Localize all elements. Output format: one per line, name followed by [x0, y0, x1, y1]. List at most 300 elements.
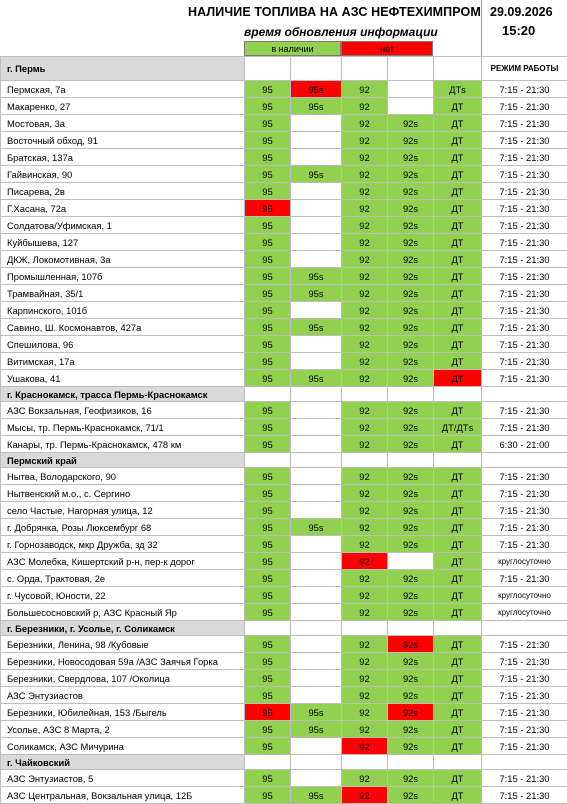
section-blank-cell [291, 387, 342, 402]
fuel-cell: ДТ [434, 166, 482, 183]
station-name: Березники, Свердлова, 107 /Околица [1, 670, 245, 687]
working-hours: 7:15 - 21:30 [482, 536, 567, 553]
fuel-cell: 95s [291, 519, 342, 536]
working-hours: круглосуточно [482, 587, 567, 604]
fuel-cell: 92 [342, 738, 388, 755]
fuel-cell: 95 [245, 653, 291, 670]
station-name: Макаренко, 27 [1, 98, 245, 115]
fuel-cell: 92s [388, 251, 434, 268]
station-name: Березники, Юбилейная, 153 /Быгель [1, 704, 245, 721]
section-blank-cell [434, 621, 482, 636]
fuel-cell: ДТ [434, 234, 482, 251]
fuel-cell: 92 [342, 687, 388, 704]
fuel-cell: 92s [388, 353, 434, 370]
fuel-cell: 95 [245, 468, 291, 485]
fuel-cell: 92s [388, 285, 434, 302]
station-row [1, 132, 567, 149]
fuel-cell: 92s [388, 604, 434, 621]
fuel-cell: 95 [245, 336, 291, 353]
fuel-cell [291, 251, 342, 268]
fuel-cell: ДТ [434, 98, 482, 115]
working-hours: 7:15 - 21:30 [482, 268, 567, 285]
hours-header [482, 453, 567, 468]
section-blank-cell [245, 621, 291, 636]
fuel-cell: 95 [245, 402, 291, 419]
fuel-cell: 92 [342, 132, 388, 149]
fuel-cell [291, 687, 342, 704]
station-name: АЗС Молебка, Кишертский р-н, пер-к дорог [1, 553, 245, 570]
fuel-cell: 95s [291, 98, 342, 115]
fuel-cell: ДТ [434, 485, 482, 502]
fuel-cell [291, 570, 342, 587]
fuel-cell: 92s [388, 738, 434, 755]
fuel-cell: 92 [342, 319, 388, 336]
fuel-cell: ДТ [434, 653, 482, 670]
fuel-cell: ДТ [434, 285, 482, 302]
fuel-cell: ДТ [434, 336, 482, 353]
fuel-cell [291, 132, 342, 149]
station-row [1, 353, 567, 370]
fuel-cell: 95 [245, 251, 291, 268]
fuel-cell: 95s [291, 370, 342, 387]
station-name: Нытвенский м.о., с. Сергино [1, 485, 245, 502]
station-name: Усолье, АЗС 8 Марта, 2 [1, 721, 245, 738]
working-hours: 7:15 - 21:30 [482, 166, 567, 183]
working-hours: 7:15 - 21:30 [482, 402, 567, 419]
fuel-cell [388, 553, 434, 570]
working-hours: 7:15 - 21:30 [482, 687, 567, 704]
fuel-cell: 92s [388, 268, 434, 285]
fuel-cell: 95 [245, 436, 291, 453]
station-name: Мысы, тр. Пермь-Краснокамск, 71/1 [1, 419, 245, 436]
fuel-cell: ДТ [434, 353, 482, 370]
station-row [1, 81, 567, 98]
fuel-cell [291, 553, 342, 570]
fuel-cell: 92 [342, 636, 388, 653]
fuel-cell [291, 770, 342, 787]
fuel-cell: 92s [388, 436, 434, 453]
station-name: Восточный обход, 91 [1, 132, 245, 149]
station-name: АЗС Вокзальная, Геофизиков, 16 [1, 402, 245, 419]
station-name: АЗС Энтузиастов, 5 [1, 770, 245, 787]
fuel-cell: ДТ [434, 604, 482, 621]
station-row [1, 234, 567, 251]
station-name: село Частые, Нагорная улица, 12 [1, 502, 245, 519]
station-name: Карпинского, 101б [1, 302, 245, 319]
fuel-cell: 95 [245, 536, 291, 553]
fuel-cell: 95 [245, 587, 291, 604]
station-row [1, 570, 567, 587]
fuel-cell [291, 402, 342, 419]
fuel-cell: ДТ [434, 770, 482, 787]
section-blank-cell [388, 453, 434, 468]
fuel-cell: 92s [388, 468, 434, 485]
section-blank-cell [388, 755, 434, 770]
fuel-cell: 92s [388, 319, 434, 336]
station-name: Витимская, 17а [1, 353, 245, 370]
fuel-cell: ДТ [434, 536, 482, 553]
section-header [1, 453, 567, 468]
section-blank-cell [291, 57, 342, 81]
station-row [1, 319, 567, 336]
station-row [1, 336, 567, 353]
fuel-cell: ДТ [434, 502, 482, 519]
section-blank-cell [291, 453, 342, 468]
report-title: НАЛИЧИЕ ТОПЛИВА НА АЗС НЕФТЕХИМПРОМ [188, 5, 481, 19]
fuel-cell [291, 468, 342, 485]
station-row [1, 402, 567, 419]
working-hours: 7:15 - 21:30 [482, 81, 567, 98]
section-blank-cell [388, 57, 434, 81]
station-row [1, 519, 567, 536]
working-hours: 7:15 - 21:30 [482, 653, 567, 670]
fuel-cell [291, 200, 342, 217]
station-row [1, 687, 567, 704]
fuel-cell: 92s [388, 721, 434, 738]
station-row [1, 604, 567, 621]
section-blank-cell [434, 755, 482, 770]
fuel-cell: ДТ [434, 370, 482, 387]
fuel-cell [291, 115, 342, 132]
fuel-cell [291, 636, 342, 653]
fuel-cell: 92 [342, 217, 388, 234]
station-row [1, 536, 567, 553]
fuel-cell: 92s [388, 132, 434, 149]
fuel-cell [291, 183, 342, 200]
section-name: г. Пермь [1, 57, 245, 81]
fuel-cell: 92s [388, 570, 434, 587]
fuel-cell: 92 [342, 370, 388, 387]
fuel-cell: 92 [342, 268, 388, 285]
fuel-cell: ДТ [434, 268, 482, 285]
section-name: Пермский край [1, 453, 245, 468]
fuel-cell [291, 353, 342, 370]
fuel-cell: 92s [388, 636, 434, 653]
working-hours: 7:15 - 21:30 [482, 787, 567, 804]
section-header [1, 387, 567, 402]
fuel-cell: 92s [388, 519, 434, 536]
fuel-cell [291, 670, 342, 687]
fuel-cell: 92 [342, 81, 388, 98]
fuel-cell: 92 [342, 419, 388, 436]
fuel-cell: 92 [342, 468, 388, 485]
station-name: Канары, тр. Пермь-Краснокамск, 478 км [1, 436, 245, 453]
fuel-cell: 92 [342, 336, 388, 353]
working-hours: 7:15 - 21:30 [482, 217, 567, 234]
working-hours: 7:15 - 21:30 [482, 419, 567, 436]
working-hours: 7:15 - 21:30 [482, 738, 567, 755]
legend-available: в наличии [244, 41, 341, 56]
fuel-cell: ДТ [434, 115, 482, 132]
fuel-cell [291, 587, 342, 604]
fuel-cell: 92 [342, 770, 388, 787]
fuel-cell [291, 653, 342, 670]
station-row [1, 502, 567, 519]
fuel-cell: 92 [342, 653, 388, 670]
working-hours: 7:15 - 21:30 [482, 370, 567, 387]
working-hours: 7:15 - 21:30 [482, 636, 567, 653]
section-blank-cell [245, 755, 291, 770]
working-hours: 7:15 - 21:30 [482, 704, 567, 721]
section-blank-cell [291, 621, 342, 636]
fuel-cell: 92 [342, 183, 388, 200]
fuel-cell: 92s [388, 502, 434, 519]
fuel-cell: ДТ [434, 436, 482, 453]
fuel-cell: 95s [291, 81, 342, 98]
fuel-cell: 95 [245, 570, 291, 587]
fuel-cell: 95 [245, 285, 291, 302]
section-blank-cell [342, 453, 388, 468]
report-date: 29.09.2026 [490, 5, 553, 19]
fuel-cell: 95 [245, 770, 291, 787]
working-hours: 7:15 - 21:30 [482, 132, 567, 149]
fuel-cell: ДТ [434, 704, 482, 721]
fuel-cell: ДТ [434, 570, 482, 587]
fuel-cell: 92s [388, 770, 434, 787]
fuel-cell: 95s [291, 268, 342, 285]
fuel-cell: ДТ [434, 721, 482, 738]
working-hours: 7:15 - 21:30 [482, 336, 567, 353]
fuel-cell: 95 [245, 787, 291, 804]
fuel-cell [291, 336, 342, 353]
fuel-cell: ДТ [434, 302, 482, 319]
working-hours: 7:15 - 21:30 [482, 183, 567, 200]
fuel-cell: 92 [342, 251, 388, 268]
working-hours: 7:15 - 21:30 [482, 319, 567, 336]
fuel-cell: 95 [245, 115, 291, 132]
section-blank-cell [291, 755, 342, 770]
fuel-cell: 92s [388, 687, 434, 704]
fuel-cell: 92 [342, 302, 388, 319]
fuel-cell [291, 419, 342, 436]
station-name: Спешилова, 96 [1, 336, 245, 353]
working-hours: 7:15 - 21:30 [482, 770, 567, 787]
fuel-cell: 95 [245, 670, 291, 687]
station-name: Г.Хасана, 72а [1, 200, 245, 217]
working-hours: 7:15 - 21:30 [482, 353, 567, 370]
station-name: Писарева, 2в [1, 183, 245, 200]
fuel-cell: 95 [245, 485, 291, 502]
fuel-cell: 92s [388, 115, 434, 132]
fuel-cell: 92 [342, 502, 388, 519]
update-time: 15:20 [502, 23, 535, 38]
fuel-cell: 92s [388, 419, 434, 436]
update-time-label: время обновления информации [244, 25, 438, 39]
station-row [1, 419, 567, 436]
station-row [1, 738, 567, 755]
fuel-cell: ДТ [434, 149, 482, 166]
section-blank-cell [388, 621, 434, 636]
station-row [1, 302, 567, 319]
fuel-cell: 92s [388, 217, 434, 234]
station-row [1, 217, 567, 234]
working-hours: 7:15 - 21:30 [482, 200, 567, 217]
fuel-cell: ДТ [434, 587, 482, 604]
fuel-cell: 95s [291, 166, 342, 183]
fuel-cell: 95 [245, 319, 291, 336]
fuel-cell: ДТ [434, 132, 482, 149]
fuel-cell: ДТ [434, 251, 482, 268]
working-hours: 6:30 - 21:00 [482, 436, 567, 453]
station-row [1, 166, 567, 183]
fuel-cell: 92s [388, 166, 434, 183]
working-hours: 7:15 - 21:30 [482, 721, 567, 738]
section-blank-cell [342, 57, 388, 81]
station-name: Березники, Новосодовая 59а /АЗС Заячья Горка [1, 653, 245, 670]
station-row [1, 98, 567, 115]
section-blank-cell [342, 387, 388, 402]
fuel-cell [388, 98, 434, 115]
fuel-cell: 92 [342, 704, 388, 721]
fuel-cell: 92 [342, 166, 388, 183]
station-row [1, 285, 567, 302]
fuel-cell: 92 [342, 98, 388, 115]
station-name: Нытва, Володарского, 90 [1, 468, 245, 485]
station-name: г. Горнозаводск, мкр Дружба, зд 32 [1, 536, 245, 553]
fuel-cell [291, 436, 342, 453]
section-blank-cell [342, 755, 388, 770]
fuel-cell [291, 502, 342, 519]
working-hours: 7:15 - 21:30 [482, 519, 567, 536]
station-name: г. Добрянка, Розы Люксембург 68 [1, 519, 245, 536]
fuel-cell: 95 [245, 132, 291, 149]
fuel-cell: 95 [245, 519, 291, 536]
fuel-cell: ДТ [434, 636, 482, 653]
station-row [1, 370, 567, 387]
station-name: ДКЖ, Локомотивная, 3а [1, 251, 245, 268]
fuel-cell: 95 [245, 353, 291, 370]
fuel-cell: 95 [245, 183, 291, 200]
station-name: Савино, Ш. Космонавтов, 427а [1, 319, 245, 336]
section-blank-cell [434, 387, 482, 402]
fuel-cell: 95 [245, 268, 291, 285]
fuel-cell: 95 [245, 302, 291, 319]
fuel-cell: 92s [388, 302, 434, 319]
working-hours: 7:15 - 21:30 [482, 570, 567, 587]
fuel-cell: 95 [245, 687, 291, 704]
station-name: Соликамск, АЗС Мичурина [1, 738, 245, 755]
station-name: Мостовая, 3а [1, 115, 245, 132]
fuel-cell: 92 [342, 670, 388, 687]
section-blank-cell [245, 57, 291, 81]
fuel-cell: ДТ [434, 687, 482, 704]
fuel-cell: 92s [388, 370, 434, 387]
fuel-cell: 95 [245, 149, 291, 166]
fuel-cell: 92s [388, 200, 434, 217]
fuel-cell: 92s [388, 234, 434, 251]
fuel-cell: ДТ [434, 200, 482, 217]
fuel-cell: 95s [291, 787, 342, 804]
station-row [1, 653, 567, 670]
fuel-cell: 95 [245, 200, 291, 217]
fuel-cell: 92 [342, 519, 388, 536]
fuel-cell: 95s [291, 285, 342, 302]
fuel-cell: ДТ [434, 553, 482, 570]
working-hours: 7:15 - 21:30 [482, 251, 567, 268]
fuel-cell: 95s [291, 319, 342, 336]
fuel-cell: 95 [245, 217, 291, 234]
station-name: Куйбышева, 127 [1, 234, 245, 251]
fuel-cell: 92 [342, 436, 388, 453]
section-header [1, 755, 567, 770]
fuel-cell: ДТ [434, 402, 482, 419]
section-blank-cell [245, 387, 291, 402]
section-blank-cell [342, 621, 388, 636]
fuel-table [0, 56, 567, 804]
section-blank-cell [434, 57, 482, 81]
fuel-cell [291, 217, 342, 234]
fuel-cell: 95 [245, 553, 291, 570]
fuel-cell: 92 [342, 721, 388, 738]
fuel-cell: 92 [342, 485, 388, 502]
fuel-cell: 95 [245, 704, 291, 721]
fuel-cell: 95 [245, 81, 291, 98]
station-row [1, 587, 567, 604]
fuel-cell [291, 234, 342, 251]
hours-header: РЕЖИМ РАБОТЫ [482, 57, 567, 81]
fuel-cell: 92s [388, 485, 434, 502]
fuel-cell: ДТ/ДТs [434, 419, 482, 436]
fuel-cell: 92 [342, 553, 388, 570]
station-row [1, 670, 567, 687]
fuel-cell: 92 [342, 402, 388, 419]
working-hours: 7:15 - 21:30 [482, 302, 567, 319]
fuel-cell: 95s [291, 704, 342, 721]
fuel-cell: 92s [388, 149, 434, 166]
fuel-cell: 95s [291, 721, 342, 738]
station-row [1, 183, 567, 200]
station-name: Братская, 137а [1, 149, 245, 166]
fuel-cell: 92s [388, 670, 434, 687]
fuel-cell: 95 [245, 166, 291, 183]
station-row [1, 149, 567, 166]
fuel-cell [291, 604, 342, 621]
fuel-cell: 92s [388, 704, 434, 721]
fuel-cell: ДТ [434, 519, 482, 536]
station-name: Трамвайная, 35/1 [1, 285, 245, 302]
fuel-cell: 92s [388, 336, 434, 353]
fuel-cell: ДТ [434, 319, 482, 336]
section-header [1, 57, 567, 81]
section-blank-cell [245, 453, 291, 468]
fuel-cell: 95 [245, 370, 291, 387]
section-blank-cell [388, 387, 434, 402]
fuel-cell: 92s [388, 653, 434, 670]
working-hours: круглосуточно [482, 553, 567, 570]
fuel-cell: 92 [342, 285, 388, 302]
fuel-cell: ДТ [434, 183, 482, 200]
hours-header [482, 621, 567, 636]
station-row [1, 436, 567, 453]
fuel-cell: 95 [245, 419, 291, 436]
hours-header [482, 755, 567, 770]
hours-header [482, 387, 567, 402]
fuel-cell [291, 149, 342, 166]
station-name: Ушакова, 41 [1, 370, 245, 387]
station-row [1, 485, 567, 502]
section-name: г. Березники, г. Усолье, г. Соликамск [1, 621, 245, 636]
fuel-cell: ДТ [434, 670, 482, 687]
fuel-cell [291, 485, 342, 502]
fuel-cell: 92 [342, 353, 388, 370]
station-name: Гайвинская, 90 [1, 166, 245, 183]
fuel-cell: 92 [342, 234, 388, 251]
station-row [1, 721, 567, 738]
fuel-cell: 92 [342, 787, 388, 804]
section-name: г. Краснокамск, трасса Пермь-Краснокамск [1, 387, 245, 402]
working-hours: 7:15 - 21:30 [482, 98, 567, 115]
working-hours: 7:15 - 21:30 [482, 285, 567, 302]
